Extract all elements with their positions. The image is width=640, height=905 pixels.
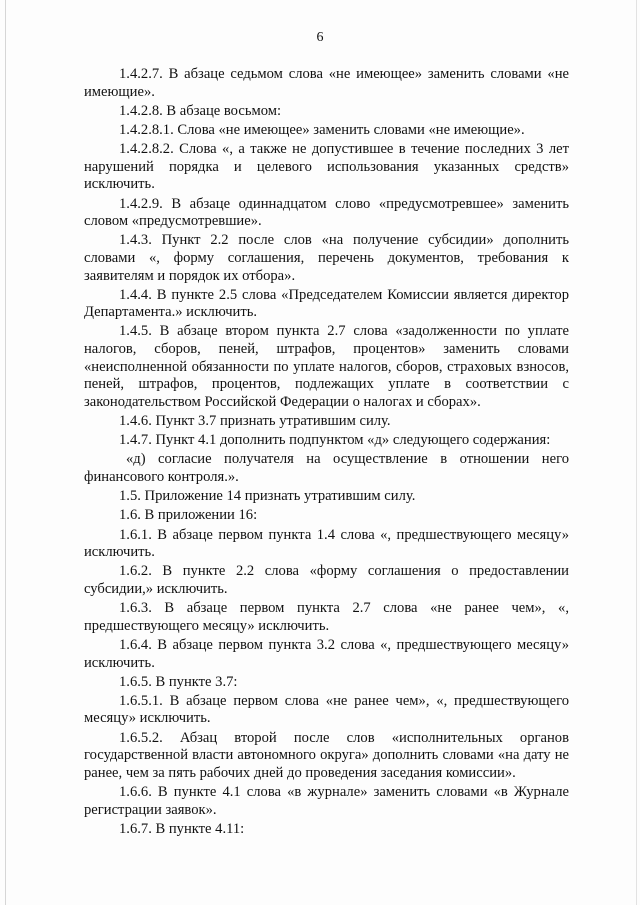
paragraph: 1.4.4. В пункте 2.5 слова «Председателем Комиссии является директор Департамента.» исключить. (84, 286, 569, 321)
paragraph: 1.5. Приложение 14 признать утратившим силу. (119, 488, 416, 505)
paragraph: 1.4.2.8.2. Слова «, а также не допустившее в течение последних 3 лет нарушений порядка и целевого использования указанных средств» исключить. (84, 141, 569, 193)
paragraph: 1.4.2.9. В абзаце одиннадцатом слово «предусмотревшее» заменить словом «предусмотревшие». (84, 195, 569, 230)
paragraph: 1.6.2. В пункте 2.2 слова «форму соглашения о предоставлении субсидии,» исключить. (84, 563, 569, 597)
paragraph: 1.6. В приложении 16: (119, 507, 258, 524)
paragraph: 1.6.4. В абзаце первом пункта 3.2 слова «, предшествующего месяцу» исключить. (84, 636, 569, 671)
paragraph: 1.6.5.2. Абзац второй после слов «исполнительных органов государственной власти автономного округа» дополнить словами «на дату не ранее, чем за пять рабочих дней до проведения заседания комиссии». (84, 729, 569, 781)
paragraph: 1.6.6. В пункте 4.1 слова «в журнале» заменить словами «в Журнале регистрации заявок». (84, 784, 569, 818)
paragraph: 1.4.2.8.1. Слова «не имеющее» заменить словами «не имеющие». (119, 121, 525, 138)
document-body (84, 66, 569, 840)
paragraph: 1.6.5. В пункте 3.7: (119, 673, 238, 690)
paragraph: 1.6.1. В абзаце первом пункта 1.4 слова «, предшествующего месяцу» исключить. (84, 526, 569, 561)
paragraph: 1.4.5. В абзаце втором пункта 2.7 слова «задолженности по уплате налогов, сборов, пеней, штрафов, процентов» заменить словами «неисполненной обязанности по уплате налогов, сборов, страховых взносов, пеней, штрафов, процентов, подлежащих уплате в соответствии с законодательством Российской Федерации о налогах и сборах». (84, 323, 569, 410)
paragraph: 1.4.7. Пункт 4.1 дополнить подпунктом «д» следующего содержания: (119, 432, 551, 449)
scan-edge-right (636, 0, 637, 905)
quoted-paragraph: «д) согласие получателя на осуществление в отношении него финансового контроля.». (84, 451, 569, 485)
paragraph: 1.4.2.7. В абзаце седьмом слова «не имеющее» заменить словами «не имеющие». (84, 66, 569, 100)
paragraph: 1.6.3. В абзаце первом пункта 2.7 слова «не ранее чем», «, предшествующего месяцу» исключить. (84, 600, 569, 634)
paragraph: 1.6.7. В пункте 4.11: (119, 820, 245, 837)
paragraph: 1.6.5.1. В абзаце первом слова «не ранее чем», «, предшествующего месяцу» исключить. (84, 692, 569, 727)
paragraph: 1.4.2.8. В абзаце восьмом: (119, 102, 282, 119)
page-number: 6 (316, 30, 324, 45)
paragraph: 1.4.6. Пункт 3.7 признать утратившим силу. (119, 413, 391, 430)
scan-edge-left (5, 0, 6, 905)
paragraph: 1.4.3. Пункт 2.2 после слов «на получение субсидии» дополнить словами «, форму соглашения, перечень документов, требования к заявителям и порядок их отбора». (84, 232, 569, 284)
